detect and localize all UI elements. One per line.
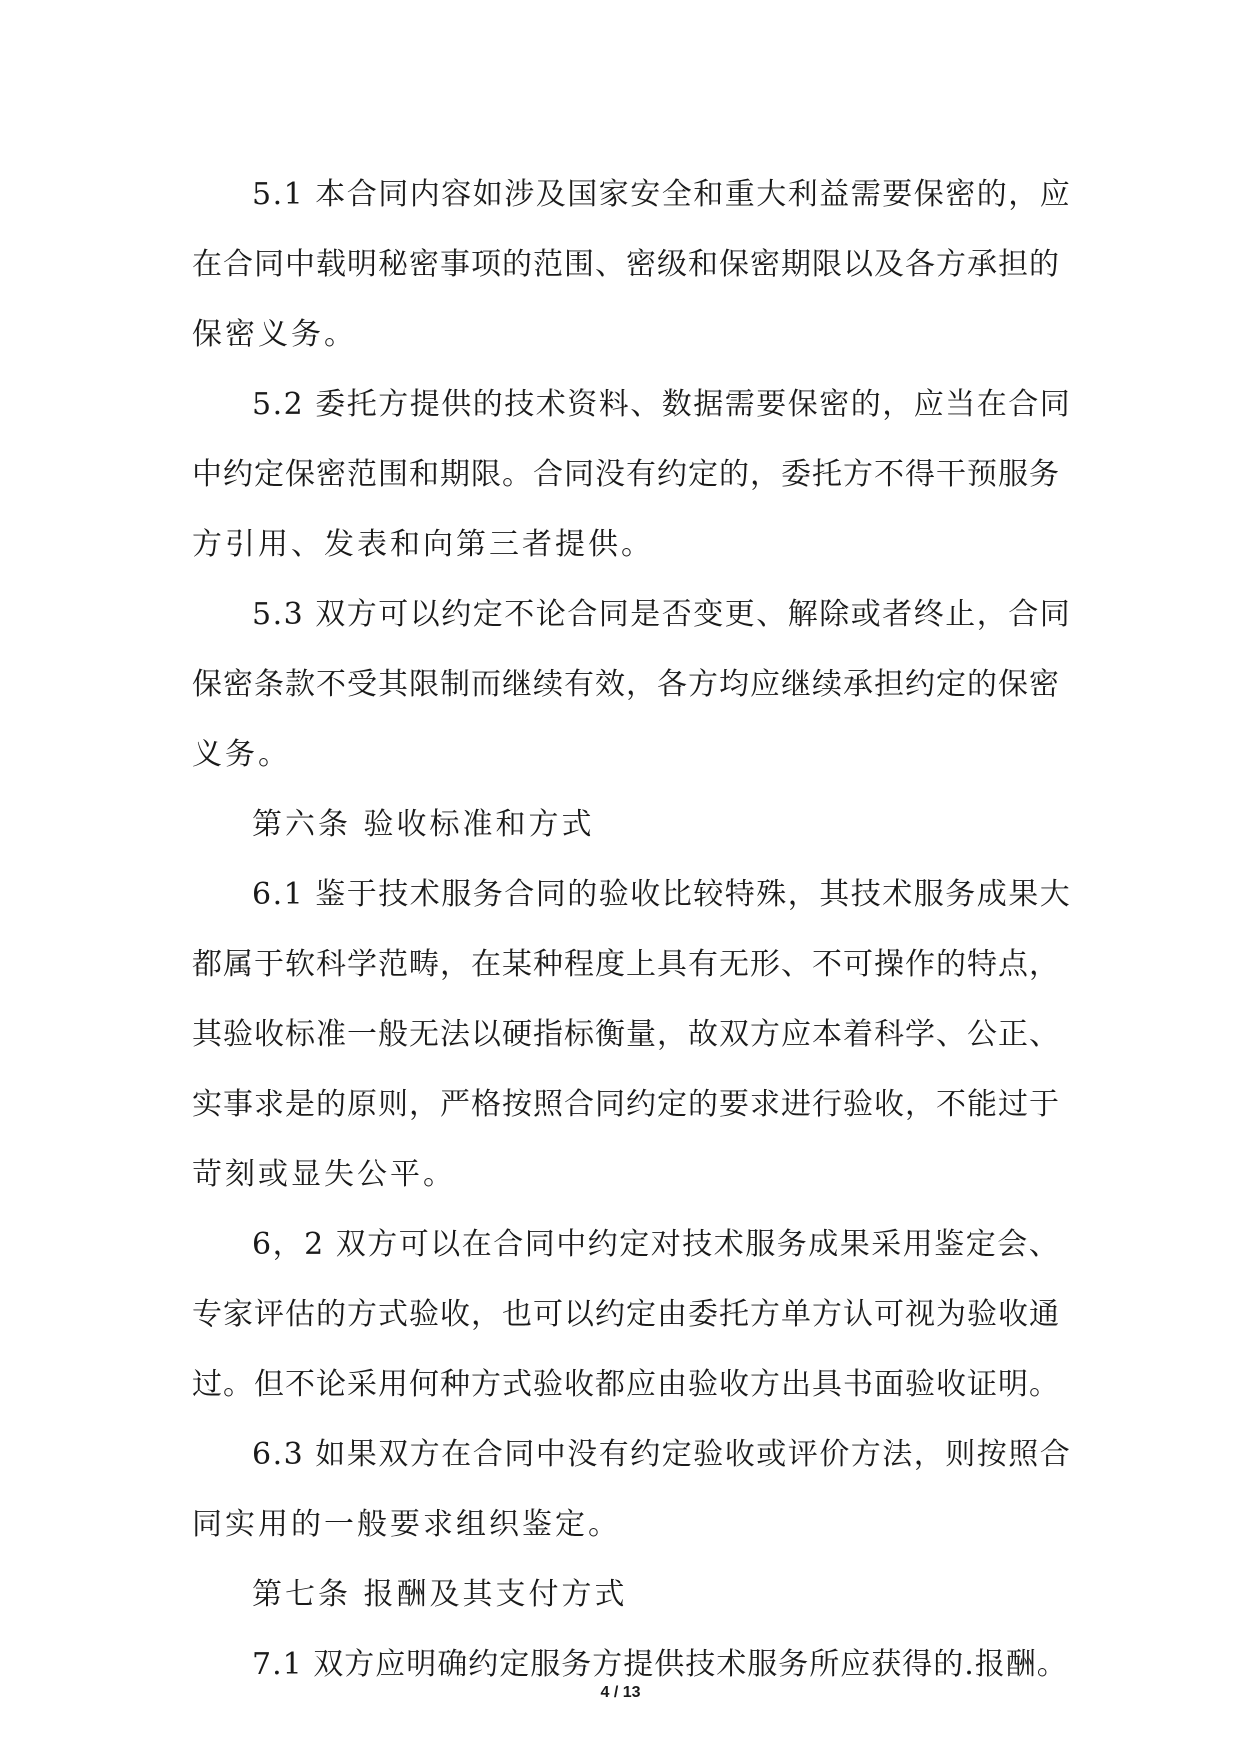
- clause-6-2-line-1: 6，2 双方可以在合同中约定对技术服务成果采用鉴定会、: [252, 1227, 1061, 1262]
- clause-5-3-line-1: 5.3 双方可以约定不论合同是否变更、解除或者终止，合同: [252, 597, 1072, 632]
- article-7-heading: 第七条 报酬及其支付方式: [252, 1577, 628, 1612]
- clause-5-1-line-1: 5.1 本合同内容如涉及国家安全和重大利益需要保密的，应: [252, 177, 1072, 212]
- page-number: 4 / 13: [600, 1684, 641, 1701]
- clause-6-1-line-5: 苛刻或显失公平。: [192, 1157, 456, 1192]
- clause-5-1-line-2: 在合同中载明秘密事项的范围、密级和保密期限以及各方承担的: [192, 247, 1060, 282]
- clause-6-3-line-1: 6.3 如果双方在合同中没有约定验收或评价方法，则按照合: [252, 1437, 1072, 1472]
- clause-5-3-line-2: 保密条款不受其限制而继续有效，各方均应继续承担约定的保密: [192, 667, 1060, 702]
- clause-6-1-line-1: 6.1 鉴于技术服务合同的验收比较特殊，其技术服务成果大: [252, 877, 1072, 912]
- clause-5-2-line-2: 中约定保密范围和期限。合同没有约定的，委托方不得干预服务: [192, 457, 1060, 492]
- clause-5-1-line-3: 保密义务。: [192, 317, 357, 352]
- clause-6-1-line-4: 实事求是的原则，严格按照合同约定的要求进行验收，不能过于: [192, 1087, 1060, 1122]
- clause-5-2-line-3: 方引用、发表和向第三者提供。: [192, 527, 654, 562]
- clause-5-3-line-3: 义务。: [192, 737, 291, 772]
- clause-6-3-line-2: 同实用的一般要求组织鉴定。: [192, 1507, 621, 1542]
- clause-6-1-line-2: 都属于软科学范畴，在某种程度上具有无形、不可操作的特点，: [192, 947, 1060, 982]
- clause-7-1-line-1: 7.1 双方应明确约定服务方提供技术服务所应获得的.报酬。: [252, 1647, 1068, 1682]
- article-6-heading: 第六条 验收标准和方式: [252, 807, 595, 842]
- document-body: [192, 160, 1072, 1700]
- clause-5-2-line-1: 5.2 委托方提供的技术资料、数据需要保密的，应当在合同: [252, 387, 1072, 422]
- clause-6-2-line-2: 专家评估的方式验收，也可以约定由委托方单方认可视为验收通: [192, 1297, 1060, 1332]
- clause-6-1-line-3: 其验收标准一般无法以硬指标衡量，故双方应本着科学、公正、: [192, 1017, 1060, 1052]
- clause-6-2-line-3: 过。但不论采用何种方式验收都应由验收方出具书面验收证明。: [192, 1367, 1060, 1402]
